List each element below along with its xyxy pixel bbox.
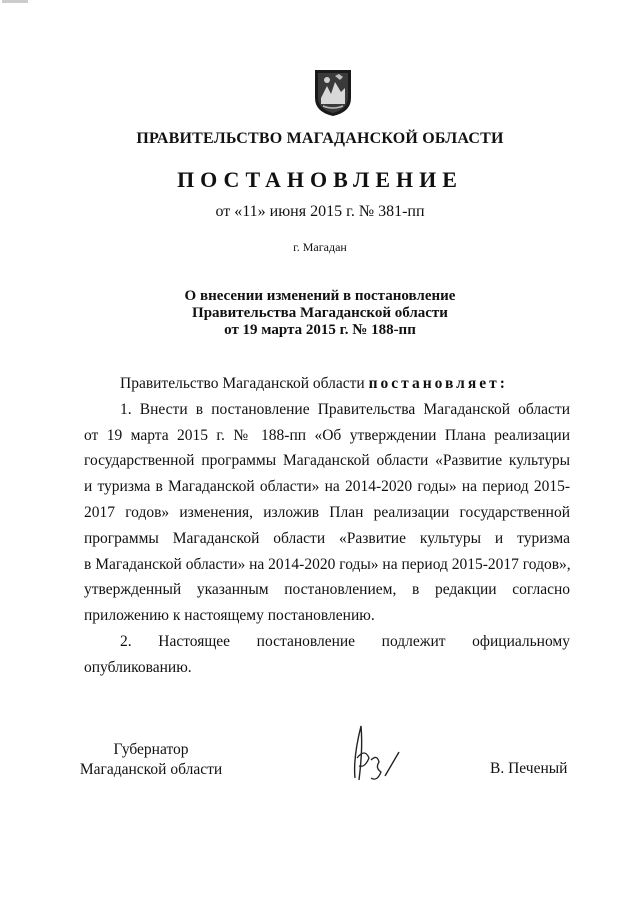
paragraph-1-line: приложению к настоящему постановлению. — [84, 607, 375, 625]
city-name: г. Магадан — [293, 240, 347, 254]
paragraph-1-line: государственной программы Магаданской области «Развитие культуры — [84, 452, 570, 470]
scan-mark — [2, 0, 28, 3]
paragraph-1-line: 1. Внести в постановление Правительства Магаданской области — [120, 400, 570, 418]
paragraph-1-line: утвержденный указанным постановлением, в редакции согласно — [84, 581, 570, 599]
paragraph-2-line: 2. Настоящее постановление подлежит официальному — [120, 632, 570, 650]
date-and-number: от «11» июня 2015 г. № 381-пп — [215, 203, 425, 220]
paragraph-1-line: в Магаданской области» на 2014-2020 годы» на период 2015-2017 годов», — [84, 555, 571, 573]
document-type-title: ПОСТАНОВЛЕНИЕ — [177, 167, 463, 192]
handwritten-signature — [335, 718, 415, 788]
paragraph-1-line: программы Магаданской области «Развитие культуры и туризма — [84, 529, 570, 547]
intro-line — [84, 371, 570, 397]
position-title: Губернатор — [113, 741, 189, 758]
subject-line: Правительства Магаданской области — [192, 305, 448, 321]
intro-text: Правительство Магаданской области — [120, 375, 365, 392]
intro-verb: постановляет: — [368, 375, 508, 392]
coat-of-arms-emblem — [313, 68, 353, 118]
signatory-position — [76, 740, 226, 780]
paragraph-1-line: от 19 марта 2015 г. № 188-пп «Об утверждении Плана реализации — [84, 426, 570, 444]
signatory-name: В. Печеный — [490, 760, 568, 777]
subject-line: от 19 марта 2015 г. № 188-пп — [224, 322, 416, 338]
document-subject — [0, 288, 640, 339]
paragraph-1-line: и туризма в Магаданской области» на 2014-2020 годы» на период 2015- — [84, 478, 570, 496]
government-title: ПРАВИТЕЛЬСТВО МАГАДАНСКОЙ ОБЛАСТИ — [136, 130, 504, 147]
paragraph-1-line: 2017 годов» изменения, изложив План реализации государственной — [84, 503, 570, 521]
subject-line: О внесении изменений в постановление — [184, 288, 456, 304]
position-region: Магаданской области — [79, 761, 223, 778]
document-body — [84, 371, 570, 681]
paragraph-2-line: опубликованию. — [84, 658, 192, 676]
